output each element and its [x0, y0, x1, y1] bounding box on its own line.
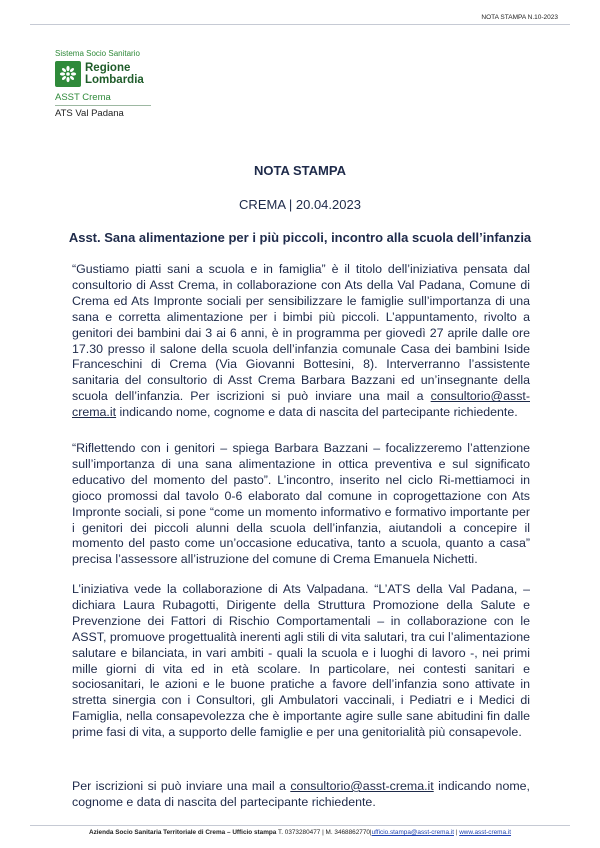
body-paragraph-1 [72, 262, 530, 421]
body-paragraph-2: “Riflettendo con i genitori – spiega Barbara Bazzani – focalizzeremo l’attenzione sull’importanza di una sana alimentazione in ottica preventiva e sul significato educativo del momento del pasto”. L’incontro, inserito nel ciclo Ri-mettiamoci in gioco promossi dal tavolo 0-6 elaborato dal comune in coprogettazione con Ats Impronte sociali, si pone “come un momento informativo e formativo importante per i genitori dei piccoli alunni della scuola dell’infanzia, aiutandoli a concepire il momento del pasto come un’occasione educativa, tanto a scuola, quanto a casa” precisa l’assessore all’istruzione del comune di Crema Emanuela Nichetti. [72, 441, 530, 567]
paragraph-1-text: “Gustiamo piatti sani a scuola e in famiglia” è il titolo dell’iniziativa pensata dal consultorio di Asst Crema, in collaborazione con Ats della Val Padana, Comune di Crema ed Ats Impronte sociali per sensibilizzare le famiglie sull’importanza di una sana e corretta alimentazione per i bimbi più piccoli. L’appuntamento, rivolto a genitori dei bambini dai 3 ai 6 anni, è in programma per giovedì 27 aprile dalle ore 17.30 presso il salone della scuola dell’infanzia comunale Casa dei bambini Iside Franceschini di Crema (Via Giovanni Bottesini, 8). Interverranno l’assistente sanitaria del consultorio di Asst Crema Barbara Bazzani ed un’insegnante della scuola dell’infanzia. Per iscrizioni si può inviare una mail a [72, 262, 530, 404]
footer-organization: Azienda Socio Sanitaria Territoriale di Crema – Ufficio stampa [88, 829, 277, 836]
body-paragraph-3: L’iniziativa vede la collaborazione di Ats Valpadana. “L’ATS della Val Padana, – dichiara Laura Rubagotti, Dirigente della Struttura Promozione della Salute e Prevenzione dei Fattori di Rischio Comportamentali – in collaborazione con le ASST, promuove progettualità inerenti agli stili di vita salutari, tra cui l’alimentazione salutare e bilanciata, in vari ambiti - quali la scuola e i luoghi di lavoro -, nei primi mille giorni di vita ed in età scolare. In particolare, nei contesti sanitari e sociosanitari, le azioni e le buone pratiche a favore dell’infanzia sono attivate in stretta sinergia con i Consultori, gli Ambulatori vaccinali, i Pediatri e i Medici di Famiglia, nella consapevolezza che è importante agire sulle sane abitudini fin dalle prime fasi di vita, a supporto delle famiglie e per una genitorialità più consapevole. [72, 582, 530, 740]
logo-regione-text [85, 62, 144, 86]
logo-regione-line1: Regione [85, 62, 131, 74]
logo-sistema-label: Sistema Socio Sanitario [55, 49, 140, 58]
footer-email-link[interactable]: ufficio.stampa@asst-crema.it [371, 829, 454, 836]
body-paragraph-4 [72, 779, 530, 811]
lombardia-rose-icon [55, 61, 81, 87]
headline: Asst. Sana alimentazione per i più piccoli, incontro alla scuola dell’infanzia [68, 230, 532, 245]
paragraph-1-tail: indicando nome, cognome e data di nascita del partecipante richiedente. [116, 405, 518, 420]
header-divider [30, 24, 570, 25]
footer-divider [30, 825, 570, 826]
logo-ats-label: ATS Val Padana [55, 108, 124, 119]
logo-regione-line2: Lombardia [85, 74, 144, 86]
dateline: CREMA | 20.04.2023 [239, 197, 361, 212]
consultorio-email-link[interactable]: consultorio@asst-crema.it [72, 389, 530, 420]
document-number: NOTA STAMPA N.10-2023 [481, 14, 558, 21]
paragraph-4-text: Per iscrizioni si può inviare una mail a [72, 779, 291, 793]
footer-separator: | [453, 829, 460, 836]
paragraph-4-tail: indicando nome, cognome e data di nascita del partecipante richiedente. [72, 779, 530, 809]
logo-asst-label: ASST Crema [55, 92, 151, 106]
organization-logo [55, 49, 165, 119]
footer [0, 829, 600, 836]
page-title: NOTA STAMPA [254, 163, 346, 178]
footer-phone: T. 0373280477 | M. 3468862770| [276, 829, 372, 836]
consultorio-email-link-2[interactable]: consultorio@asst-crema.it [290, 779, 434, 793]
footer-website-link[interactable]: www.asst-crema.it [459, 829, 512, 836]
